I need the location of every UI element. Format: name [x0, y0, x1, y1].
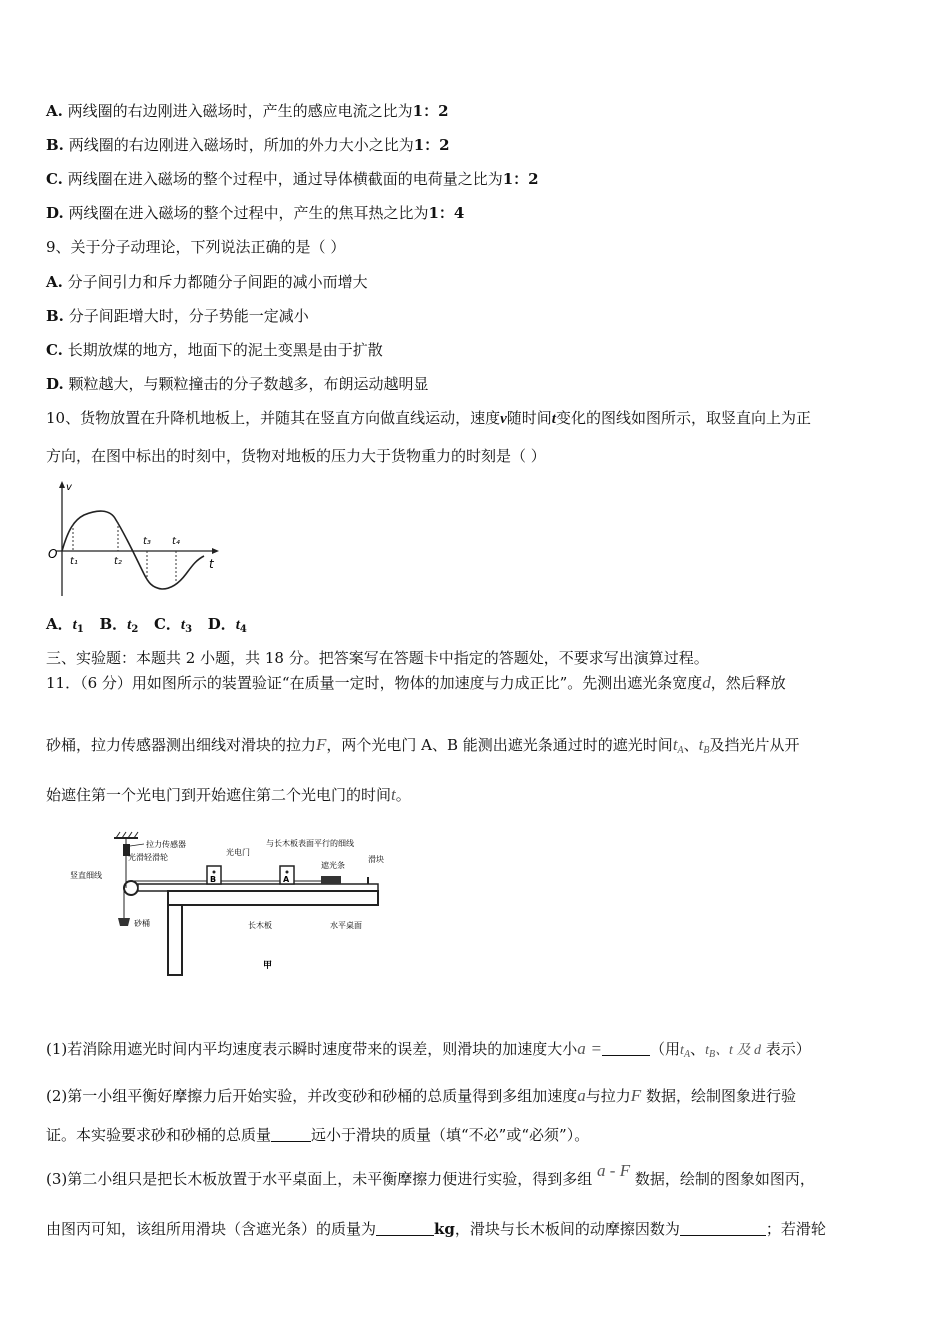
graph-v-arrow [59, 481, 65, 488]
q10-velocity-time-graph [44, 478, 224, 603]
table-leg [168, 905, 182, 975]
graph-label-t: t [209, 557, 214, 571]
q8-option-d: D. 两线圈在进入磁场的整个过程中，产生的焦耳热之比为1：4 [46, 204, 465, 222]
svg-text:甲: 甲 [263, 961, 273, 971]
svg-text:竖直细线: 竖直细线 [70, 871, 102, 880]
answer-blank-4[interactable] [680, 1221, 766, 1236]
q10-stem-line1: 10、货物放置在升降机地板上，并随其在竖直方向做直线运动，速度v随时间t变化的图线如图所示，取竖直向上为正 [46, 409, 811, 427]
q10-answers: A．$t_1$ B．$t_2$ C．$t_3$ D．$t_4$ [46, 615, 247, 635]
q11-part2-line1: (2)第一小组平衡好摩擦力后开始实验，并改变砂和砂桶的总质量得到多组加速度a与拉力F 数据，绘制图象进行验 [46, 1086, 796, 1105]
graph-label-o: O [48, 547, 58, 561]
graph-label-t3: t₃ [143, 536, 151, 547]
graph-label-t4: t₄ [172, 536, 180, 547]
slider-block [321, 876, 341, 884]
graph-label-t1: t₁ [70, 556, 78, 567]
svg-text:拉力传感器: 拉力传感器 [146, 840, 186, 849]
svg-text:滑块: 滑块 [368, 855, 384, 864]
answer-blank-3[interactable] [376, 1221, 434, 1236]
q10-stem-line2: 方向，在图中标出的时刻中，货物对地板的压力大于货物重力的时刻是（ ） [46, 447, 546, 465]
q8-option-a: A. 两线圈的右边刚进入磁场时，产生的感应电流之比为1：2 [46, 102, 449, 120]
q11-part3-line2: 由图丙可知，该组所用滑块（含遮光条）的质量为 kg，滑块与长木板间的动摩擦因数为 ；若滑轮 [46, 1220, 826, 1238]
q11-line2: 砂桶，拉力传感器测出细线对滑块的拉力F，两个光电门 A、B 能测出遮光条通过时的遮光时间$t_A$、$t_B$及挡光片从开 [46, 735, 800, 756]
svg-text:与长木板表面平行的细线: 与长木板表面平行的细线 [266, 839, 354, 848]
svg-text:水平桌面: 水平桌面 [330, 921, 362, 930]
q9-option-a: A. 分子间引力和斥力都随分子间距的减小而增大 [46, 273, 368, 291]
graph-curve [62, 511, 204, 589]
svg-text:遮光条: 遮光条 [321, 861, 345, 870]
svg-text:B: B [210, 875, 217, 884]
q9-stem: 9、关于分子动理论，下列说法正确的是（ ） [46, 238, 346, 256]
graph-label-t2: t₂ [114, 556, 122, 567]
answer-blank-2[interactable] [271, 1127, 311, 1142]
q11-line1: 11．（6 分）用如图所示的装置验证“在质量一定时，物体的加速度与力成正比”。先测出遮光条宽度d，然后释放 [46, 673, 786, 692]
section-3-heading: 三、实验题：本题共 2 小题，共 18 分。把答案写在答题卡中指定的答题处，不要求写出演算过程。 [46, 649, 709, 667]
graph-t-arrow [212, 548, 219, 554]
q11-part3-line1: (3)第二小组只是把长木板放置于水平桌面上，未平衡摩擦力便进行实验，得到多组 a - F 数据，绘制的图象如图丙， [46, 1161, 815, 1188]
svg-text:光滑轻滑轮: 光滑轻滑轮 [128, 853, 168, 862]
svg-text:A: A [283, 875, 290, 884]
q9-option-b: B. 分子间距增大时，分子势能一定减小 [46, 307, 309, 325]
long-board [138, 884, 378, 891]
q11-part1: (1)若消除用遮光时间内平均速度表示瞬时速度带来的误差，则滑块的加速度大小a = （用$t_A$、$t_B$、t 及 d 表示） [46, 1039, 811, 1060]
answer-blank-1[interactable] [602, 1041, 650, 1056]
table-top [168, 891, 378, 905]
svg-text:砂桶: 砂桶 [134, 919, 150, 928]
sand-bucket [118, 918, 130, 926]
q8-option-b: B. 两线圈的右边刚进入磁场时，所加的外力大小之比为1：2 [46, 136, 450, 154]
q11-part2-line2: 证。本实验要求砂和砂桶的总质量 远小于滑块的质量（填“不必”或“必须”）。 [46, 1126, 590, 1144]
q9-option-d: D. 颗粒越大，与颗粒撞击的分子数越多，布朗运动越明显 [46, 375, 429, 393]
graph-label-v: v [66, 482, 72, 493]
q11-line3: 始遮住第一个光电门到开始遮住第二个光电门的时间t。 [46, 785, 411, 804]
q8-option-c: C. 两线圈在进入磁场的整个过程中，通过导体横截面的电荷量之比为1：2 [46, 170, 539, 188]
q9-option-c: C. 长期放煤的地方，地面下的泥土变黑是由于扩散 [46, 341, 383, 359]
svg-text:长木板: 长木板 [248, 921, 272, 930]
q11-apparatus-figure [68, 822, 398, 982]
svg-text:光电门: 光电门 [226, 848, 250, 857]
